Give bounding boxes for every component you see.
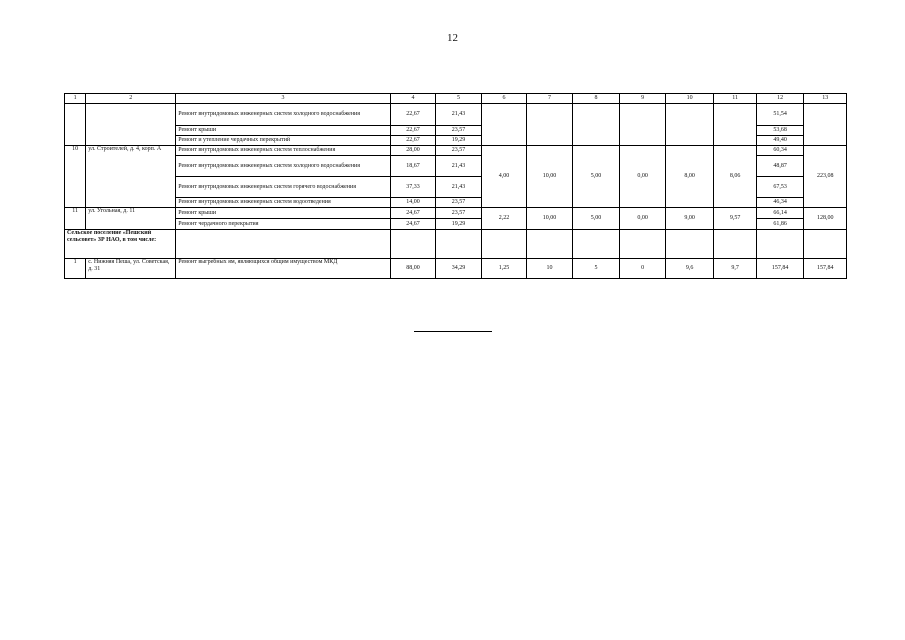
- value-cell: 5,00: [572, 208, 620, 230]
- header-cell: 3: [176, 94, 390, 104]
- value-cell: 157,84: [756, 259, 804, 279]
- value-cell: 10: [527, 259, 573, 279]
- work-cell: Ремонт внутридомовых инженерных систем горячего водоснабжения: [176, 177, 390, 198]
- value-cell: [176, 230, 390, 259]
- work-cell: Ремонт чердачного перекрытия: [176, 219, 390, 230]
- work-cell: Ремонт внутридомовых инженерных систем водоотведения: [176, 198, 390, 208]
- value-cell: 23,57: [436, 146, 482, 156]
- header-cell: 1: [65, 94, 86, 104]
- value-cell: 21,43: [436, 104, 482, 126]
- value-cell: 28,00: [390, 146, 436, 156]
- work-cell: Ремонт внутридомовых инженерных систем холодного водоснабжения: [176, 104, 390, 126]
- header-row: [65, 94, 847, 104]
- value-cell: 60,34: [756, 146, 804, 156]
- value-cell: [572, 104, 620, 146]
- value-cell: 22,67: [390, 104, 436, 126]
- header-cell: 4: [390, 94, 436, 104]
- value-cell: 8,06: [714, 146, 756, 208]
- value-cell: [481, 104, 527, 146]
- address-cell: ул. Угольная, д. 11: [86, 208, 176, 230]
- settlement-title: Сельское поселение «Пешский сельсовет» ЗР НАО, в том числе:: [65, 230, 176, 259]
- work-cell: Ремонт и утепление чердачных перекрытий: [176, 136, 390, 146]
- table-row: [65, 259, 847, 279]
- value-cell: 0: [620, 259, 666, 279]
- value-cell: [527, 230, 573, 259]
- value-cell: [620, 230, 666, 259]
- header-cell: 5: [436, 94, 482, 104]
- object-number-cell: 1: [65, 259, 86, 279]
- value-cell: [804, 230, 847, 259]
- value-cell: 21,43: [436, 156, 482, 177]
- value-cell: 1,25: [481, 259, 527, 279]
- value-cell: 10,00: [527, 146, 573, 208]
- value-cell: 24,67: [390, 208, 436, 219]
- object-number-cell: [65, 104, 86, 146]
- value-cell: 8,00: [665, 146, 714, 208]
- value-cell: 9,57: [714, 208, 756, 230]
- footer-divider: [414, 331, 492, 332]
- value-cell: 157,84: [804, 259, 847, 279]
- work-cell: Ремонт крыши: [176, 208, 390, 219]
- header-cell: 11: [714, 94, 756, 104]
- table-row: [65, 230, 847, 259]
- address-cell: [86, 104, 176, 146]
- value-cell: 14,00: [390, 198, 436, 208]
- value-cell: 0,00: [620, 146, 666, 208]
- value-cell: 51,54: [756, 104, 804, 126]
- header-cell: 10: [665, 94, 714, 104]
- object-number-cell: 11: [65, 208, 86, 230]
- header-cell: 13: [804, 94, 847, 104]
- value-cell: 18,67: [390, 156, 436, 177]
- value-cell: [436, 230, 482, 259]
- value-cell: 22,67: [390, 126, 436, 136]
- value-cell: 21,43: [436, 177, 482, 198]
- value-cell: 19,29: [436, 219, 482, 230]
- value-cell: 9,6: [665, 259, 714, 279]
- value-cell: 5,00: [572, 146, 620, 208]
- value-cell: [620, 104, 666, 146]
- value-cell: 19,29: [436, 136, 482, 146]
- value-cell: 53,68: [756, 126, 804, 136]
- address-cell: ул. Строителей, д. 4, корп. А: [86, 146, 176, 208]
- table-row: [65, 104, 847, 126]
- value-cell: 4,00: [481, 146, 527, 208]
- value-cell: 0,00: [620, 208, 666, 230]
- address-cell: с. Нижняя Пеша, ул. Советская, д. 31: [86, 259, 176, 279]
- table-row: [65, 208, 847, 219]
- value-cell: [481, 230, 527, 259]
- value-cell: 223,08: [804, 146, 847, 208]
- value-cell: [714, 230, 756, 259]
- value-cell: 24,67: [390, 219, 436, 230]
- header-cell: 9: [620, 94, 666, 104]
- value-cell: 128,00: [804, 208, 847, 230]
- value-cell: 9,00: [665, 208, 714, 230]
- object-number-cell: 10: [65, 146, 86, 208]
- value-cell: [804, 104, 847, 146]
- work-cell: Ремонт внутридомовых инженерных систем холодного водоснабжения: [176, 156, 390, 177]
- value-cell: [756, 230, 804, 259]
- table-row: [65, 146, 847, 156]
- value-cell: [572, 230, 620, 259]
- value-cell: 88,00: [390, 259, 436, 279]
- value-cell: [390, 230, 436, 259]
- value-cell: 67,53: [756, 177, 804, 198]
- value-cell: 23,57: [436, 208, 482, 219]
- value-cell: 61,86: [756, 219, 804, 230]
- work-cell: Ремонт внутридомовых инженерных систем теплоснабжения: [176, 146, 390, 156]
- value-cell: 37,33: [390, 177, 436, 198]
- value-cell: 34,29: [436, 259, 482, 279]
- value-cell: 2,22: [481, 208, 527, 230]
- work-cell: Ремонт выгребных ям, являющихся общим имуществом МКД: [176, 259, 390, 279]
- value-cell: 5: [572, 259, 620, 279]
- value-cell: [665, 104, 714, 146]
- value-cell: 22,67: [390, 136, 436, 146]
- value-cell: 9,7: [714, 259, 756, 279]
- value-cell: 23,57: [436, 198, 482, 208]
- value-cell: 46,34: [756, 198, 804, 208]
- header-cell: 2: [86, 94, 176, 104]
- header-cell: 7: [527, 94, 573, 104]
- page-number: 12: [447, 32, 458, 44]
- value-cell: [714, 104, 756, 146]
- value-cell: 10,00: [527, 208, 573, 230]
- value-cell: 48,87: [756, 156, 804, 177]
- value-cell: [665, 230, 714, 259]
- header-cell: 6: [481, 94, 527, 104]
- works-table: [64, 93, 847, 279]
- work-cell: Ремонт крыши: [176, 126, 390, 136]
- value-cell: 66,14: [756, 208, 804, 219]
- header-cell: 8: [572, 94, 620, 104]
- header-cell: 12: [756, 94, 804, 104]
- value-cell: [527, 104, 573, 146]
- value-cell: 23,57: [436, 126, 482, 136]
- value-cell: 49,40: [756, 136, 804, 146]
